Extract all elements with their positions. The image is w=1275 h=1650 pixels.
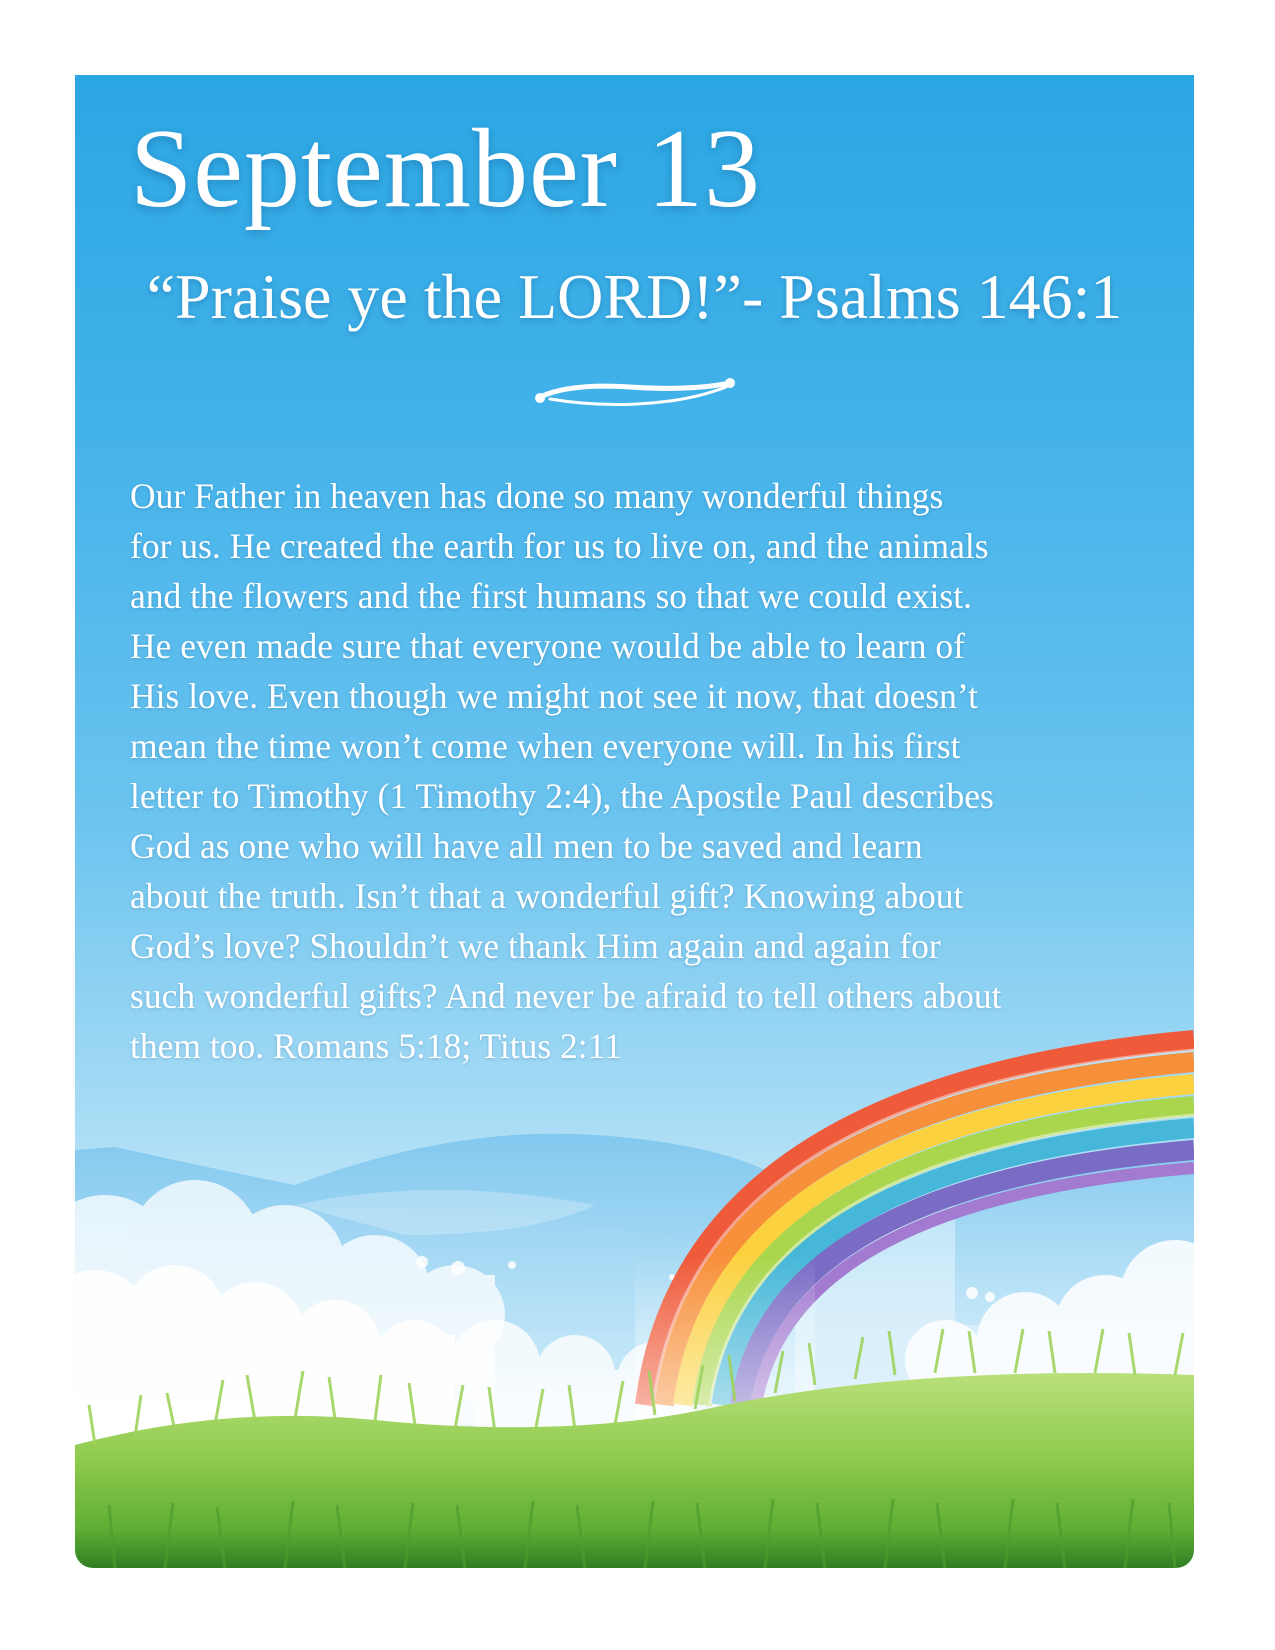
body-line: mean the time won’t come when everyone will. In his first — [130, 726, 961, 766]
body-line: and the flowers and the first humans so that we could exist. — [130, 576, 972, 616]
body-line: for us. He created the earth for us to live on, and the animals — [130, 526, 989, 566]
date-title: September 13 — [130, 107, 761, 231]
body-line: God as one who will have all men to be saved and learn — [130, 826, 923, 866]
flourish-divider — [530, 373, 740, 413]
body-line: about the truth. Isn’t that a wonderful gift? Knowing about — [130, 876, 964, 916]
body-line: God’s love? Shouldn’t we thank Him again and again for — [130, 926, 941, 966]
devotional-body — [130, 471, 1140, 1071]
devotional-card — [75, 75, 1194, 1568]
body-line: letter to Timothy (1 Timothy 2:4), the Apostle Paul describes — [130, 776, 994, 816]
body-line: them too. Romans 5:18; Titus 2:11 — [130, 1026, 622, 1066]
body-line: Our Father in heaven has done so many wonderful things — [130, 476, 944, 516]
verse-heading: “Praise ye the LORD!”- Psalms 146:1 — [146, 261, 1123, 332]
body-line: His love. Even though we might not see it now, that doesn’t — [130, 676, 978, 716]
body-line: such wonderful gifts? And never be afraid to tell others about — [130, 976, 1002, 1016]
body-line: He even made sure that everyone would be able to learn of — [130, 626, 965, 666]
